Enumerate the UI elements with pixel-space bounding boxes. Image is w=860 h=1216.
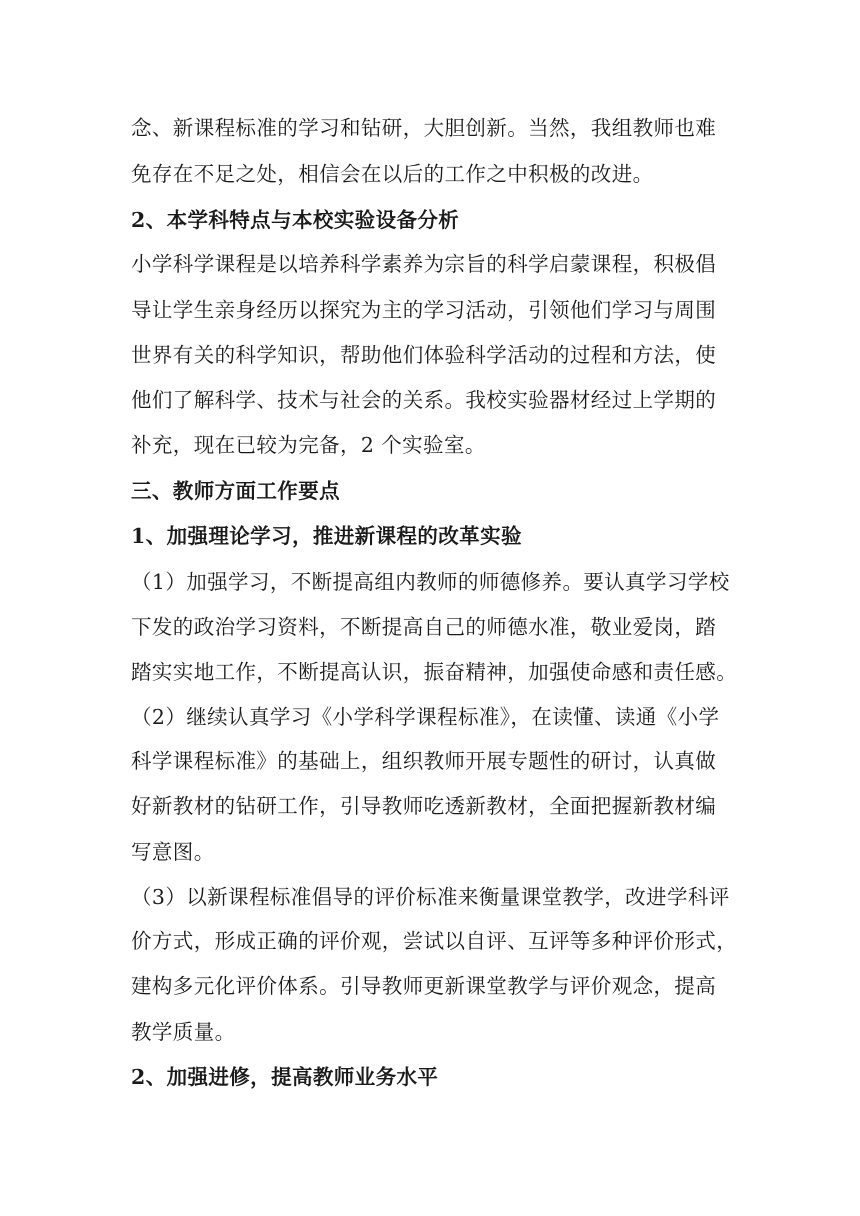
paragraph-line: 科学课程标准》的基础上，组织教师开展专题性的研讨，认真做 [131,749,717,773]
paragraph-line: 下发的政治学习资料，不断提高自己的师德水准，敬业爱岗，踏 [131,615,717,639]
section-heading: 三、教师方面工作要点 [131,479,340,503]
paragraph-line: 价方式，形成正确的评价观，尝试以自评、互评等多种评价形式， [131,929,738,953]
paragraph-line: 世界有关的科学知识，帮助他们体验科学活动的过程和方法，使 [131,343,717,367]
paragraph-line: 建构多元化评价体系。引导教师更新课堂教学与评价观念，提高 [131,974,717,998]
paragraph-line: （1）加强学习，不断提高组内教师的师德修养。要认真学习学校 [131,570,730,594]
paragraph-line: 他们了解科学、技术与社会的关系。我校实验器材经过上学期的 [131,388,717,412]
paragraph-line: 好新教材的钻研工作，引导教师吃透新教材，全面把握新教材编 [131,794,717,818]
section-heading: 2、加强进修，提高教师业务水平 [131,1065,439,1089]
paragraph-line: 教学质量。 [131,1020,236,1044]
paragraph-line: （3）以新课程标准倡导的评价标准来衡量课堂教学，改进学科评 [131,885,730,909]
paragraph-line: （2）继续认真学习《小学科学课程标准》，在读懂、读通《小学 [131,705,720,729]
section-heading: 1、加强理论学习，推进新课程的改革实验 [131,524,522,548]
paragraph-line: 写意图。 [131,840,215,864]
section-heading: 2、本学科特点与本校实验设备分析 [131,208,460,232]
paragraph-line: 免存在不足之处，相信会在以后的工作之中积极的改进。 [131,162,654,186]
paragraph-line: 导让学生亲身经历以探究为主的学习活动，引领他们学习与周围 [131,298,717,322]
paragraph-line: 踏实实地工作，不断提高认识，振奋精神，加强使命感和责任感。 [131,660,738,684]
paragraph-line: 念、新课程标准的学习和钻研，大胆创新。当然，我组教师也难 [131,116,717,140]
paragraph-line: 小学科学课程是以培养科学素养为宗旨的科学启蒙课程，积极倡 [131,252,717,276]
paragraph-line: 补充，现在已较为完备，2 个实验室。 [131,433,486,457]
